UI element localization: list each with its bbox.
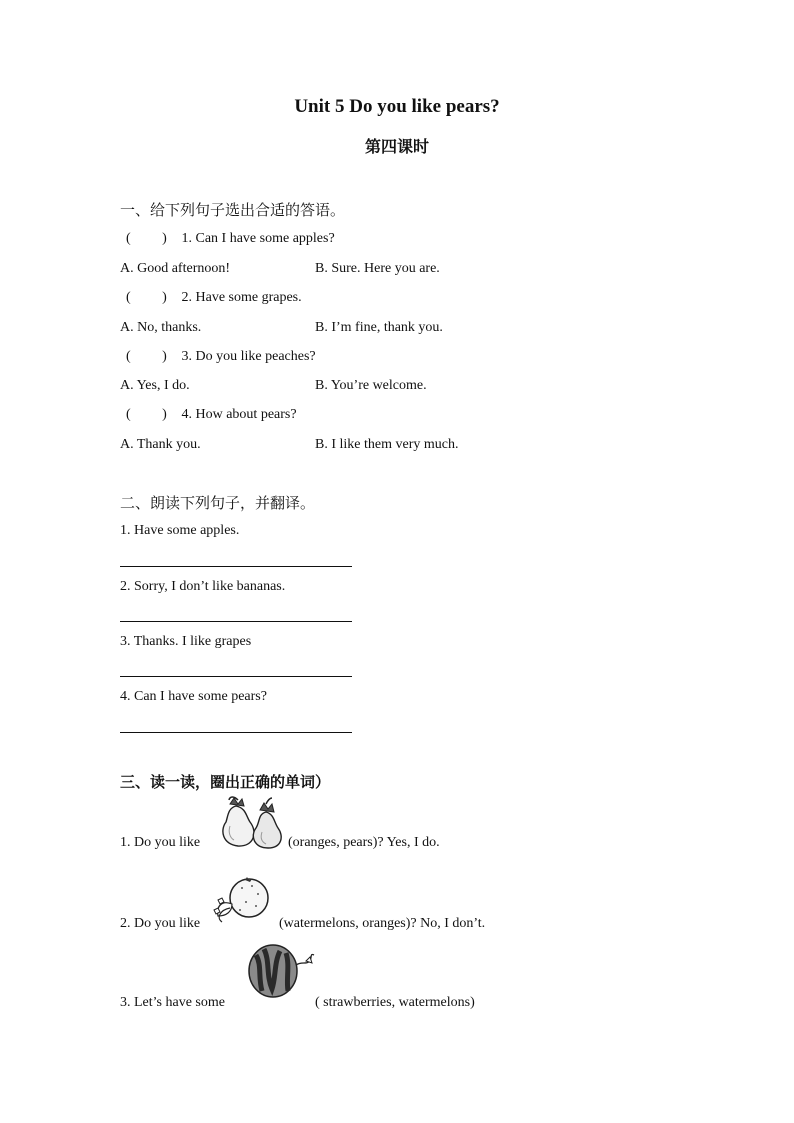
section2-heading: 二、朗读下列句子，并翻译。 [120,494,316,512]
page-title: Unit 5 Do you like pears? [294,96,500,117]
question-text: 4. How about pears? [181,407,297,422]
answer-blank[interactable]: ( ) [126,349,167,364]
orange-icon [212,874,274,924]
question-text: 1. Can I have some apples? [181,231,335,246]
lesson-subtitle: 第四课时 [364,137,429,156]
translate-sentence-2: 2. Sorry, I don’t like bananas. [120,579,286,594]
translation-blank-1[interactable] [120,566,352,567]
option-a: A. No, thanks. [120,320,202,335]
question-4 [126,407,297,423]
translation-blank-4[interactable] [120,732,352,733]
circle-item-2-left: 2. Do you like [120,916,201,931]
section1-heading: 一、给下列句子选出合适的答语。 [120,201,346,219]
circle-item-1-left: 1. Do you like [120,835,201,850]
option-b: B. You’re welcome. [315,378,427,393]
watermelon-icon [248,943,318,999]
translation-blank-2[interactable] [120,621,352,622]
pear-icon [216,792,286,850]
option-b: B. Sure. Here you are. [315,261,440,276]
question-text: 2. Have some grapes. [181,290,302,305]
circle-item-1-choices[interactable]: (oranges, pears)? Yes, I do. [288,835,440,850]
translate-sentence-1: 1. Have some apples. [120,523,240,538]
option-a: A. Good afternoon! [120,261,231,276]
option-b: B. I’m fine, thank you. [315,320,443,335]
translation-blank-3[interactable] [120,676,352,677]
option-b: B. I like them very much. [315,437,459,452]
circle-item-2-choices[interactable]: (watermelons, oranges)? No, I don’t. [279,916,486,931]
question-1 [126,231,335,247]
option-a: A. Yes, I do. [120,378,190,393]
answer-blank[interactable]: ( ) [126,231,167,246]
circle-item-3-left: 3. Let’s have some [120,995,225,1010]
question-2 [126,290,302,306]
translate-sentence-4: 4. Can I have some pears? [120,689,267,704]
question-3 [126,349,316,365]
circle-item-3-choices[interactable]: ( strawberries, watermelons) [315,995,475,1010]
section3-heading: 三、读一读，圈出正确的单词） [120,773,331,791]
option-a: A. Thank you. [120,437,201,452]
answer-blank[interactable]: ( ) [126,290,167,305]
question-text: 3. Do you like peaches? [181,349,316,364]
translate-sentence-3: 3. Thanks. I like grapes [120,634,252,649]
answer-blank[interactable]: ( ) [126,407,167,422]
